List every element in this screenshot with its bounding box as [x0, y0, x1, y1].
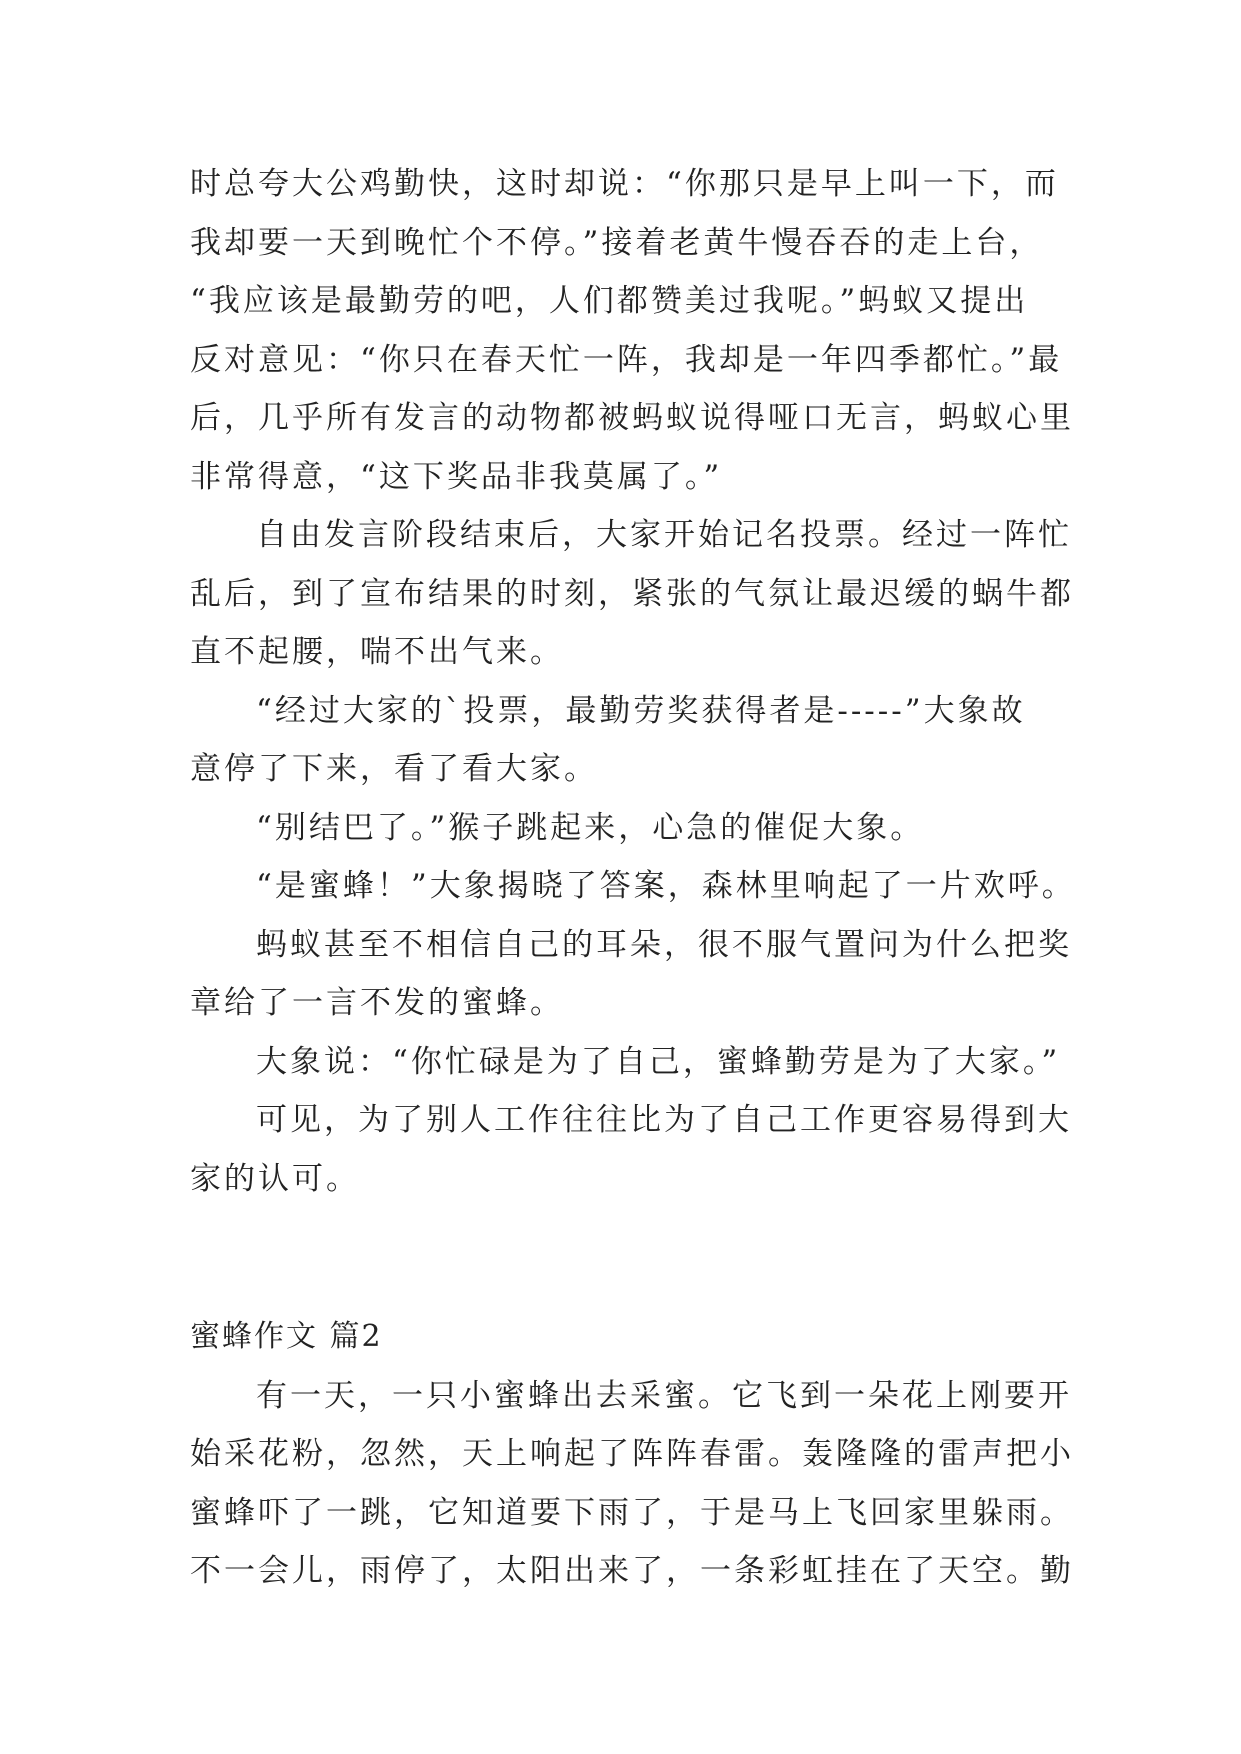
document-page: [190, 155, 1076, 1601]
text-line: 反对意见：“你只在春天忙一阵，我却是一年四季都忙。”最: [190, 341, 1063, 378]
section-spacer: [190, 1208, 1060, 1308]
text-line: 自由发言阶段结束后，大家开始记名投票。经过一阵忙: [256, 517, 1072, 553]
section-heading: 蜜蜂作文 篇2: [190, 1319, 383, 1354]
text-line: 始采花粉，忽然，天上响起了阵阵春雷。轰隆隆的雷声把小: [190, 1436, 1074, 1472]
text-line: 后，几乎所有发言的动物都被蚂蚁说得哑口无言，蚂蚁心里: [190, 400, 1074, 436]
text-line: 章给了一言不发的蜜蜂。: [190, 985, 564, 1021]
text-line: 家的认可。: [190, 1160, 360, 1197]
text-line: 乱后，到了宣布结果的时刻，紧张的气氛让最迟缓的蜗牛都: [190, 575, 1074, 612]
text-line: 不一会儿，雨停了，太阳出来了，一条彩虹挂在了天空。勤: [190, 1553, 1074, 1589]
text-line: 意停了下来，看了看大家。: [190, 751, 598, 787]
text-line: 直不起腰，喘不出气来。: [190, 634, 564, 670]
text-line: “经过大家的`投票，最勤劳奖获得者是-----”大象故: [256, 692, 1026, 729]
text-line: “我应该是最勤劳的吧，人们都赞美过我呢。”蚂蚁又提出: [190, 283, 1029, 319]
text-line: 我却要一天到晚忙个不停。”接着老黄牛慢吞吞的走上台，: [190, 224, 1044, 261]
text-line: 大象说：“你忙碌是为了自己，蜜蜂勤劳是为了大家。”: [256, 1043, 1061, 1080]
text-line: “是蜜蜂！”大象揭晓了答案，森林里响起了一片欢呼。: [256, 868, 1076, 904]
text-line: 时总夸大公鸡勤快，这时却说：“你那只是早上叫一下，而: [190, 166, 1059, 202]
text-line: 可见，为了别人工作往往比为了自己工作更容易得到大: [256, 1102, 1072, 1138]
text-line: 非常得意，“这下奖品非我莫属了。”: [190, 458, 723, 495]
text-line: “别结巴了。”猴子跳起来，心急的催促大象。: [256, 809, 925, 846]
text-line: 蜜蜂吓了一跳，它知道要下雨了，于是马上飞回家里躲雨。: [190, 1494, 1074, 1531]
text-line: 蚂蚁甚至不相信自己的耳朵，很不服气置问为什么把奖: [256, 926, 1072, 963]
text-line: 有一天，一只小蜜蜂出去采蜜。它飞到一朵花上刚要开: [256, 1377, 1072, 1414]
